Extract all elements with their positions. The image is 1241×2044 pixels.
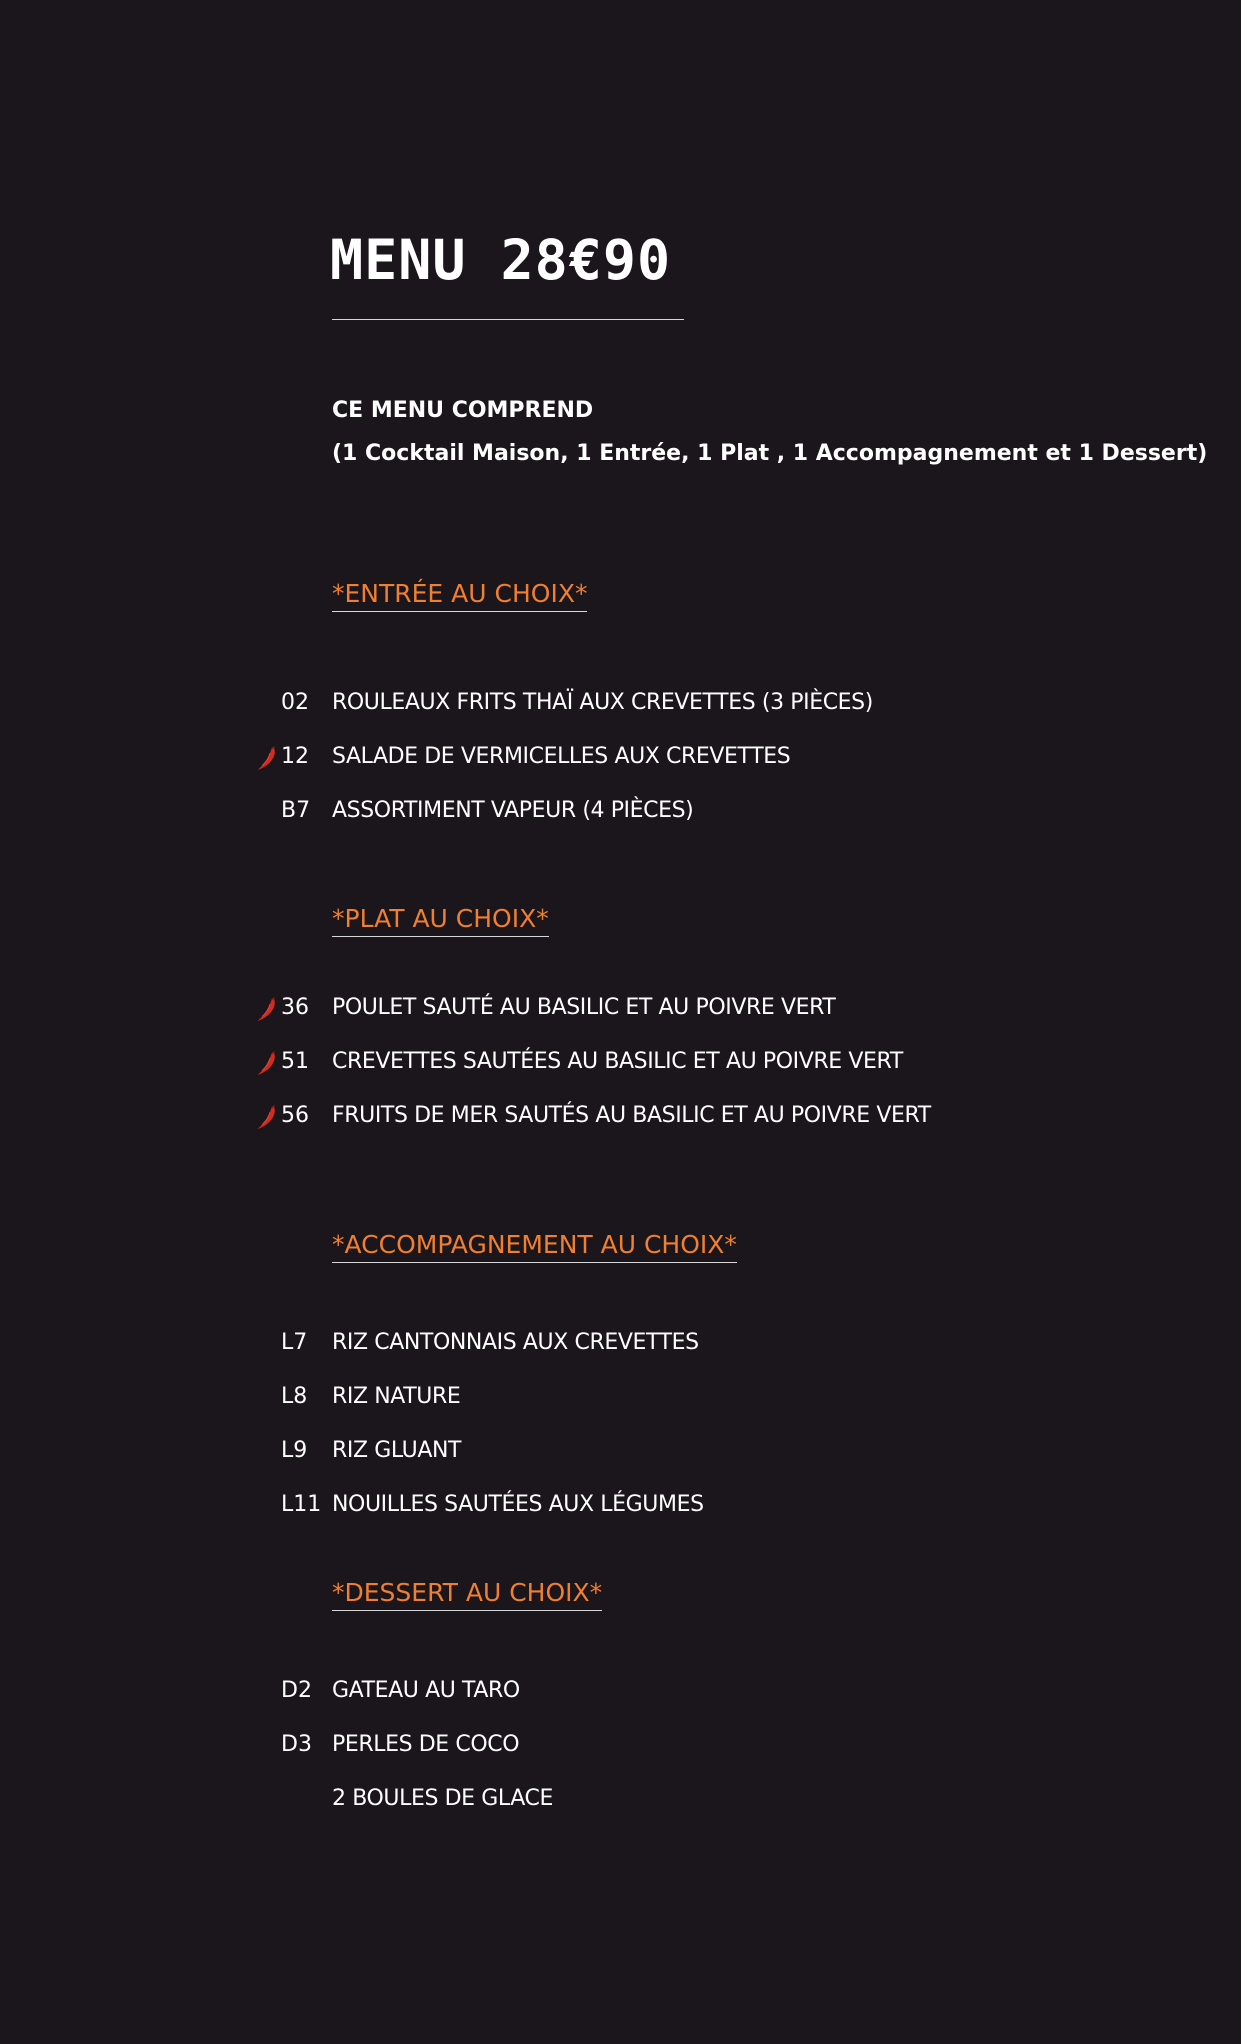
item-name: 2 BOULES DE GLACE bbox=[332, 1786, 553, 1811]
chili-pepper-icon bbox=[256, 996, 278, 1022]
menu-item bbox=[200, 1784, 1200, 1814]
item-code: L11 bbox=[281, 1492, 322, 1517]
item-code: 02 bbox=[281, 690, 309, 715]
menu-item bbox=[200, 1382, 1200, 1412]
item-name: RIZ GLUANT bbox=[332, 1438, 462, 1463]
item-name: RIZ NATURE bbox=[332, 1384, 461, 1409]
item-code: D3 bbox=[281, 1732, 312, 1757]
chili-pepper-icon bbox=[256, 1050, 278, 1076]
item-code: L8 bbox=[281, 1384, 308, 1409]
menu-item bbox=[200, 1676, 1200, 1706]
item-name: FRUITS DE MER SAUTÉS AU BASILIC ET AU POIVRE VERT bbox=[332, 1103, 931, 1128]
item-code: 51 bbox=[281, 1049, 309, 1074]
chili-pepper-icon bbox=[256, 1104, 278, 1130]
chili-pepper-icon bbox=[256, 745, 278, 771]
menu-includes-heading: CE MENU COMPREND bbox=[332, 398, 594, 423]
section-title-plat: *PLAT AU CHOIX* bbox=[332, 906, 549, 937]
menu-item bbox=[200, 1490, 1200, 1520]
menu-item bbox=[200, 688, 1200, 718]
item-name: GATEAU AU TARO bbox=[332, 1678, 520, 1703]
item-name: NOUILLES SAUTÉES AUX LÉGUMES bbox=[332, 1492, 704, 1517]
item-name: POULET SAUTÉ AU BASILIC ET AU POIVRE VERT bbox=[332, 995, 836, 1020]
item-code: D2 bbox=[281, 1678, 312, 1703]
menu-item bbox=[200, 1047, 1200, 1077]
menu-item bbox=[200, 1730, 1200, 1760]
menu-includes-detail: (1 Cocktail Maison, 1 Entrée, 1 Plat , 1 Accompagnement et 1 Dessert) bbox=[332, 441, 1208, 466]
item-name: ROULEAUX FRITS THAÏ AUX CREVETTES (3 PIÈCES) bbox=[332, 690, 873, 715]
menu-item bbox=[200, 1328, 1200, 1358]
item-name: RIZ CANTONNAIS AUX CREVETTES bbox=[332, 1330, 699, 1355]
title-divider bbox=[332, 319, 684, 320]
menu-item bbox=[200, 796, 1200, 826]
menu-item bbox=[200, 742, 1200, 772]
item-code: B7 bbox=[281, 798, 311, 823]
item-name: CREVETTES SAUTÉES AU BASILIC ET AU POIVRE VERT bbox=[332, 1049, 903, 1074]
menu-item bbox=[200, 993, 1200, 1023]
menu-item bbox=[200, 1101, 1200, 1131]
item-code: L7 bbox=[281, 1330, 308, 1355]
menu-item bbox=[200, 1436, 1200, 1466]
item-name: SALADE DE VERMICELLES AUX CREVETTES bbox=[332, 744, 791, 769]
item-name: PERLES DE COCO bbox=[332, 1732, 520, 1757]
item-name: ASSORTIMENT VAPEUR (4 PIÈCES) bbox=[332, 798, 694, 823]
item-code: 12 bbox=[281, 744, 309, 769]
section-title-dessert: *DESSERT AU CHOIX* bbox=[332, 1580, 602, 1611]
item-code: 36 bbox=[281, 995, 309, 1020]
menu-title: MENU 28€90 bbox=[330, 228, 672, 292]
item-code: 56 bbox=[281, 1103, 309, 1128]
item-code: L9 bbox=[281, 1438, 308, 1463]
section-title-entree: *ENTRÉE AU CHOIX* bbox=[332, 581, 587, 612]
section-title-accompagnement: *ACCOMPAGNEMENT AU CHOIX* bbox=[332, 1232, 737, 1263]
